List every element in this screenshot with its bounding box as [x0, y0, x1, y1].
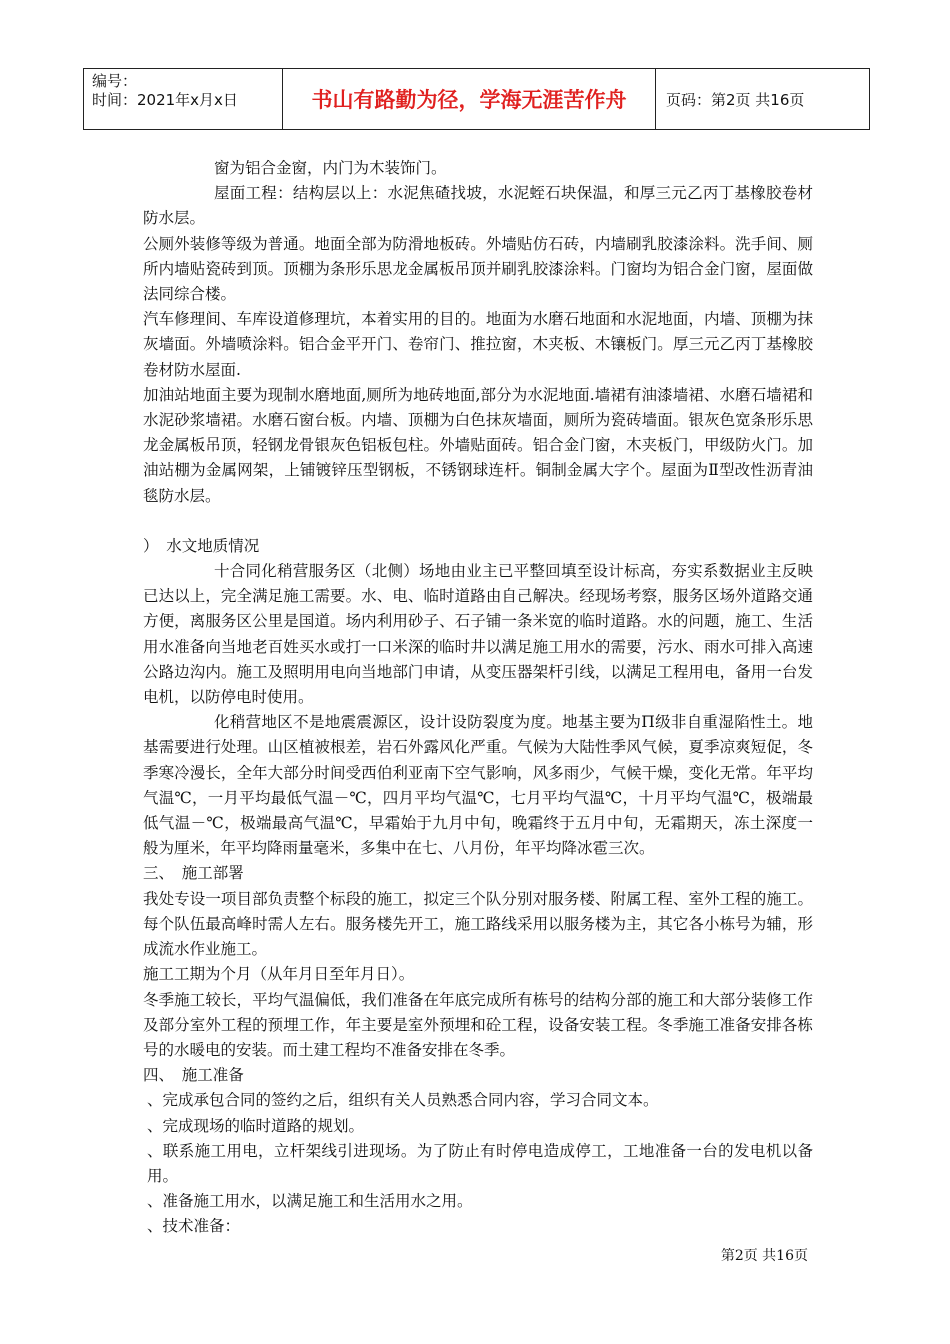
motto: 书山有路勤为径，学海无涯苦作舟 — [283, 69, 656, 129]
number-label: 编号： — [92, 72, 138, 90]
list-item: 、完成现场的临时道路的规划。 — [147, 1116, 365, 1135]
list-item: 、联系施工用电，立杆架线引进现场。为了防止有时停电造成停工，工地准备一台的发电机以备用。 — [147, 1141, 813, 1185]
section-heading: 四、 施工准备 — [143, 1066, 244, 1085]
paragraph: 化稍营地区不是地震震源区，设计设防裂度为度。地基主要为Π级非自重湿陷性土。地基需要进行处理。山区植被根差，岩石外露风化严重。气候为大陆性季风气候，夏季凉爽短促，冬季寒冷漫长，全年大部分时间受西伯利亚南下空气影响，风多雨少，气候干燥，变化无常。年平均气温℃，一月平均最低气温－℃，四月平均气温℃，七月平均气温℃，十月平均气温℃，极端最低气温－℃，极端最高气温℃，早霜始于九月中旬，晚霜终于五月中旬，无霜期天，冻土深度一般为厘米，年平均降雨量毫米，多集中在七、八月份，年平均降冰雹三次。 — [143, 713, 813, 858]
document-body — [143, 156, 813, 1240]
list-item: 、完成承包合同的签约之后，组织有关人员熟悉合同内容，学习合同文本。 — [147, 1091, 659, 1110]
paragraph: 我处专设一项目部负责整个标段的施工，拟定三个队分别对服务楼、附属工程、室外工程的施工。每个队伍最高峰时需人左右。服务楼先开工，施工路线采用以服务楼为主，其它各小栋号为辅，形成流水作业施工。 — [143, 889, 813, 959]
paragraph: 十合同化稍营服务区（北侧）场地由业主已平整回填至设计标高，夯实系数据业主反映已达以上，完全满足施工需要。水、电、临时道路由自己解决。经现场考察，服务区场外道路交通方便，离服务区公里是国道。场内利用砂子、石子铺一条米宽的临时道路。水的问题，施工、生活用水准备向当地老百姓买水或打一口米深的临时井以满足施工用水的需要，污水、雨水可排入高速公路边沟内。施工及照明用电向当地部门申请，从变压器架杆引线，以满足工程用电，备用一台发电机，以防停电时使用。 — [143, 562, 813, 707]
paragraph: 屋面工程：结构层以上：水泥焦碴找坡，水泥蛭石块保温，和厚三元乙丙丁基橡胶卷材防水层。 — [143, 184, 813, 228]
section-heading: ） 水文地质情况 — [143, 536, 260, 555]
list-item: 、准备施工用水，以满足施工和生活用水之用。 — [147, 1192, 473, 1211]
page-header — [83, 68, 870, 130]
page-footer: 第2页 共16页 — [720, 1248, 808, 1264]
paragraph: 公厕外装修等级为普通。地面全部为防滑地板砖。外墙贴仿石砖，内墙刷乳胶漆涂料。洗手间、厕所内墙贴瓷砖到顶。顶棚为条形乐思龙金属板吊顶并刷乳胶漆涂料。门窗均为铝合金门窗，屋面做法同综合楼。 — [143, 234, 813, 304]
paragraph: 加油站地面主要为现制水磨地面,厕所为地砖地面,部分为水泥地面.墙裙有油漆墙裙、水磨石墙裙和水泥砂浆墙裙。水磨石窗台板。内墙、顶棚为白色抹灰墙面，厕所为瓷砖墙面。银灰色宽条形乐思龙金属板吊顶，轻钢龙骨银灰色铝板包柱。外墙贴面砖。铝合金门窗，木夹板门，甲级防火门。加油站棚为金属网架，上铺镀锌压型钢板，不锈钢球连杆。铜制金属大字个。屋面为Ⅱ型改性沥青油毯防水层。 — [143, 385, 813, 505]
header-meta — [84, 69, 283, 129]
page-code: 页码：第2页 共16页 — [666, 90, 805, 109]
paragraph: 窗为铝合金窗，内门为木装饰门。 — [214, 159, 447, 177]
paragraph: 汽车修理间、车库设道修理坑，本着实用的目的。地面为水磨石地面和水泥地面，内墙、顶棚为抹灰墙面。外墙喷涂料。铝合金平开门、卷帘门、推拉窗，木夹板、木镶板门。厚三元乙丙丁基橡胶卷材防水屋面. — [143, 310, 813, 379]
paragraph: 冬季施工较长，平均气温偏低，我们准备在年底完成所有栋号的结构分部的施工和大部分装修工作及部分室外工程的预埋工作，年主要是室外预埋和砼工程，设备安装工程。冬季施工准备安排各栋号的水暖电的安装。而土建工程均不准备安排在冬季。 — [143, 990, 813, 1059]
section-heading: 三、 施工部署 — [143, 864, 244, 883]
date-line: 时间：2021年x月x日 — [92, 91, 238, 109]
list-item: 、技术准备： — [147, 1217, 241, 1236]
paragraph: 施工工期为个月（从年月日至年月日）。 — [143, 965, 415, 984]
